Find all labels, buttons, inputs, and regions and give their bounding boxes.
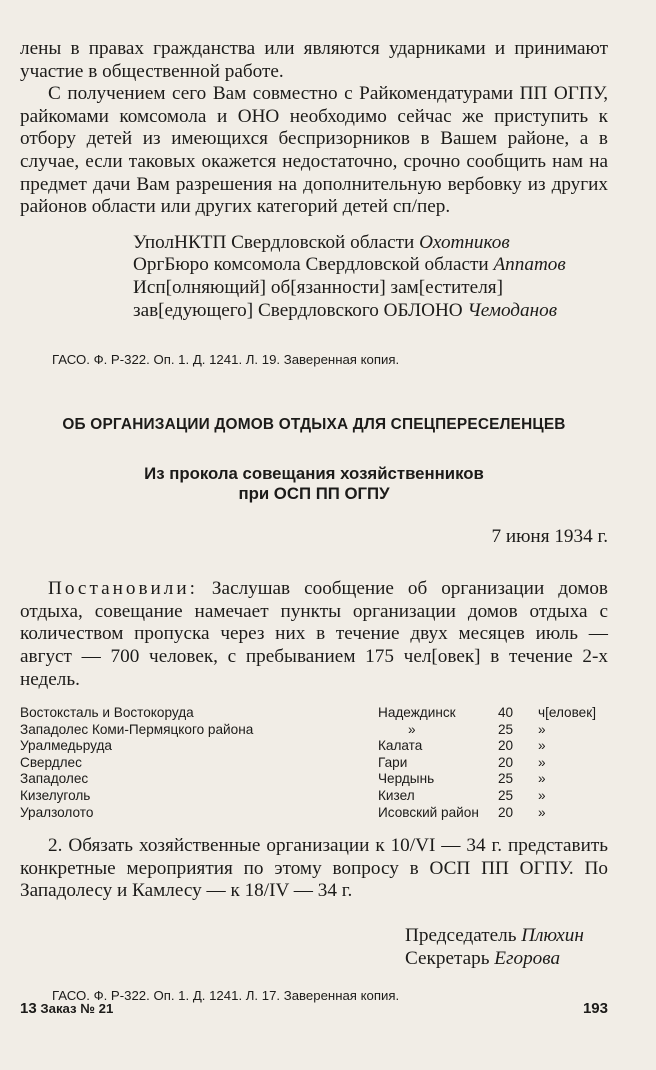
unit-cell: » (538, 754, 546, 770)
paragraph-continuation: лены в правах гражданства или являются ударниками и принимают участие в общественной работе. (20, 38, 608, 82)
signature-line: Исп[олняющий] об[язанности] зам[естителя] (133, 276, 503, 298)
table-row (20, 738, 614, 755)
signature-block-1 (133, 232, 608, 322)
table-row (20, 705, 614, 722)
organization-cell: Кизелуголь (20, 788, 91, 804)
count-cell: 40 (498, 705, 514, 721)
print-signature (20, 1000, 113, 1017)
location-cell: Чердынь (378, 771, 435, 787)
document-page (20, 38, 608, 1004)
signature-block-2 (405, 925, 608, 970)
unit-cell: » (538, 771, 546, 787)
location-cell: » (408, 721, 416, 737)
location-cell: Исовский район (378, 804, 479, 820)
signatory-name: Егорова (494, 947, 561, 969)
unit-cell: » (538, 738, 546, 754)
organization-cell: Востоксталь и Востокоруда (20, 705, 194, 721)
order-number: Заказ № 21 (40, 1001, 114, 1016)
archive-reference-2: ГАСО. Ф. Р-322. Оп. 1. Д. 1241. Л. 17. Заверенная копия. (52, 988, 400, 1004)
count-cell: 20 (498, 738, 514, 754)
section-heading: ОБ ОРГАНИЗАЦИИ ДОМОВ ОТДЫХА ДЛЯ СПЕЦПЕРЕСЕЛЕНЦЕВ (62, 416, 566, 434)
location-cell: Калата (378, 738, 423, 754)
count-cell: 20 (498, 754, 514, 770)
signature-line: УполНКТП Свердловской области Охотников (133, 231, 510, 253)
document-date: 7 июня 1934 г. (491, 526, 608, 548)
section-subheading: Из прокола совещания хозяйственников при ОСП ПП ОГПУ (144, 464, 484, 504)
signature-line: ОргБюро комсомола Свердловской области Аппатов (133, 254, 566, 276)
location-cell: Гари (378, 754, 408, 770)
unit-cell: » (538, 788, 546, 804)
location-cell: Кизел (378, 788, 415, 804)
count-cell: 25 (498, 771, 514, 787)
paragraph-point-2: 2. Обязать хозяйственные организации к 10/VI — 34 г. представить конкретные мероприятия по этому вопросу в ОСП ПП ОГПУ. По Западолесу и Камлесу — к 18/IV — 34 г. (20, 835, 608, 902)
signature-mark: 13 (20, 1000, 37, 1017)
organization-cell: Свердлес (20, 754, 82, 770)
signature-line: зав[едующего] Свердловского ОБЛОНО Чемоданов (133, 299, 558, 321)
signature-line: Секретарь Егорова (405, 947, 561, 969)
count-cell: 25 (498, 721, 514, 737)
organization-cell: Западолес (20, 771, 89, 787)
organization-cell: Уралмедьруда (20, 738, 112, 754)
paragraph-resolved: Постановили: Заслушав сообщение об организации домов отдыха, совещание намечает пункты организации домов отдыха с количеством пропуска через них в течение двух месяцев июль — август — 700 человек, с пребыванием 175 чел[овек] в течение 2-х недель. (20, 578, 608, 690)
signatory-name: Чемоданов (467, 299, 558, 321)
page-number: 193 (582, 1000, 608, 1017)
table-row (20, 755, 614, 772)
archive-reference-1: ГАСО. Ф. Р-322. Оп. 1. Д. 1241. Л. 19. Заверенная копия. (52, 352, 400, 368)
location-cell: Надеждинск (378, 705, 456, 721)
signatory-name: Плюхин (521, 925, 584, 947)
table-row (20, 722, 614, 739)
unit-cell: ч[еловек] (538, 705, 596, 721)
table-row (20, 805, 614, 822)
rest-homes-table (20, 705, 614, 821)
resolved-label: Постановили: (48, 578, 198, 600)
paragraph-instructions: С получением сего Вам совместно с Райкомендатурами ПП ОГПУ, райкомами комсомола и ОНО необходимо сейчас же приступить к отбору детей из имеющихся беспризорников в Вашем районе, а в случае, если таковых окажется недостаточно, срочно сообщить нам на предмет дачи Вам разрешения на дополнительную вербовку из других районов области или других категорий детей сп/пер. (20, 83, 608, 218)
table-row (20, 788, 614, 805)
count-cell: 20 (498, 804, 514, 820)
unit-cell: » (538, 721, 546, 737)
count-cell: 25 (498, 788, 514, 804)
signature-line: Председатель Плюхин (405, 925, 584, 947)
organization-cell: Западолес Коми-Пермяцкого района (20, 721, 254, 737)
unit-cell: » (538, 804, 546, 820)
signatory-name: Охотников (419, 231, 510, 253)
table-row (20, 771, 614, 788)
signatory-name: Аппатов (493, 254, 566, 276)
organization-cell: Уралзолото (20, 804, 94, 820)
